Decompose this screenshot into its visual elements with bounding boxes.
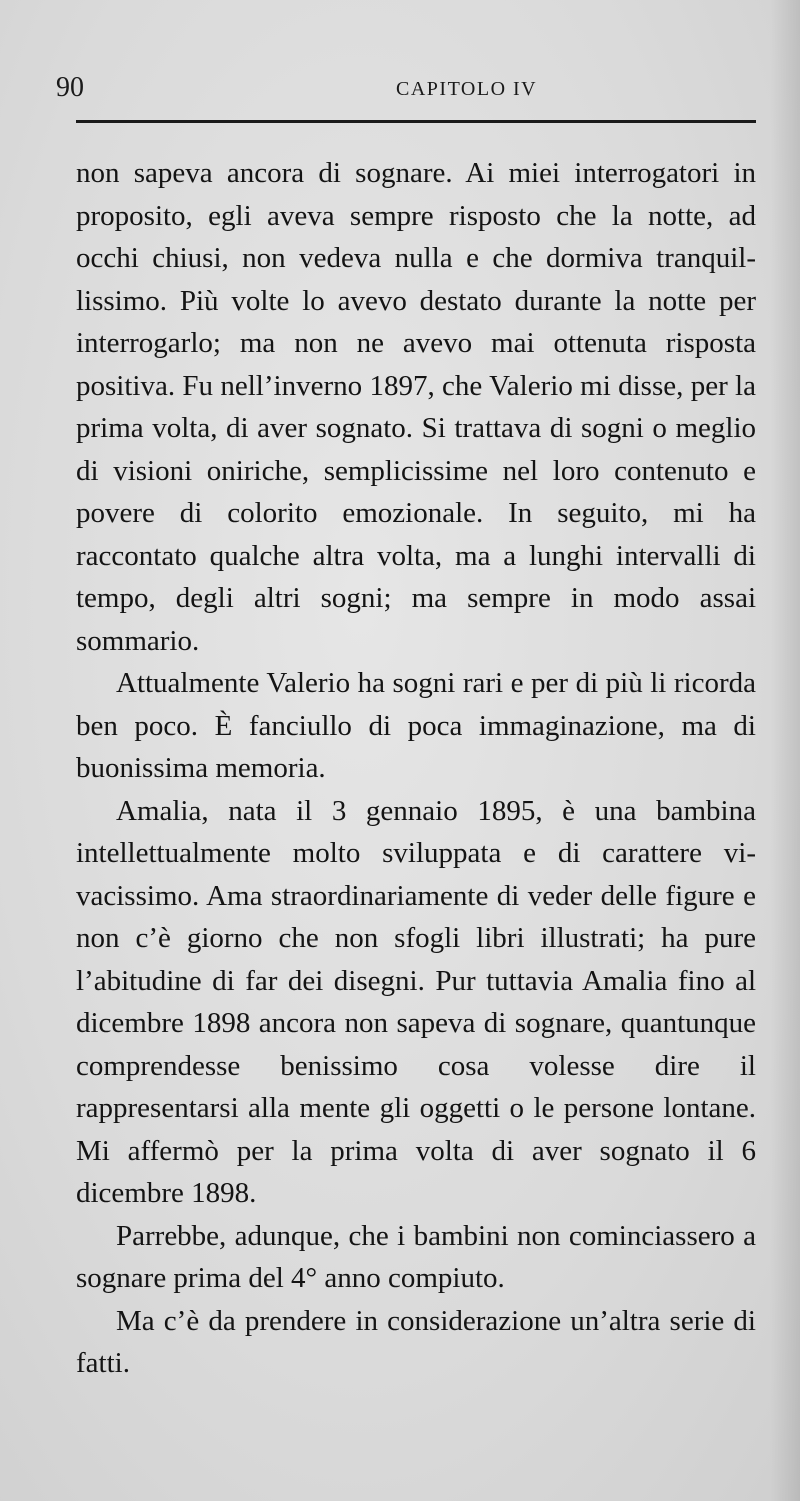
paragraph: Amalia, nata il 3 gennaio 1895, è una bambina intellettualmente molto sviluppata e di carattere vivacissimo. Ama straordinariamente di veder delle figure e non c’è giorno che non sfogli libri illustrati; ha pure l’abitudine di far dei disegni. Pur tuttavia Amalia fino al dicembre 1898 ancora non sapeva di sognare, quantunque comprendesse benissimo cosa volesse dire il rappresentarsi alla mente gli oggetti o le persone lontane. Mi affermò per la prima volta di aver sognato il 6 dicembre 1898. bbox=[76, 794, 756, 1209]
running-head: CAPITOLO IV bbox=[396, 78, 538, 100]
paragraph: Parrebbe, adunque, che i bambini non cominciassero a sognare prima del 4° anno compiuto. bbox=[76, 1219, 756, 1294]
paragraph: Attualmente Valerio ha sogni rari e per di più li ricorda ben poco. È fanciullo di poca immaginazione, ma di buonissima memoria. bbox=[76, 667, 756, 784]
paragraph: non sapeva ancora di sognare. Ai miei interrogatori in proposito, egli aveva sempre risposto che la notte, ad occhi chiusi, non vedeva nulla e che dormiva tranquillissimo. Più volte lo avevo destato durante la notte per interrogarlo; ma non ne avevo mai ottenuta risposta positiva. Fu nell’inverno 1897, che Valerio mi disse, per la prima volta, di aver sognato. Si trattava di sogni o meglio di visioni oniriche, semplicissime nel loro contenuto e povere di colorito emozionale. In seguito, mi ha raccontato qualche altra volta, ma a lunghi intervalli di tempo, degli altri sogni; ma sempre in modo assai sommario. bbox=[76, 157, 756, 657]
page-header bbox=[56, 72, 756, 106]
page-number: 90 bbox=[56, 72, 84, 103]
body-text bbox=[76, 152, 756, 1385]
header-rule bbox=[76, 120, 756, 123]
paragraph: Ma c’è da prendere in considerazione un’altra serie di fatti. bbox=[76, 1304, 756, 1379]
